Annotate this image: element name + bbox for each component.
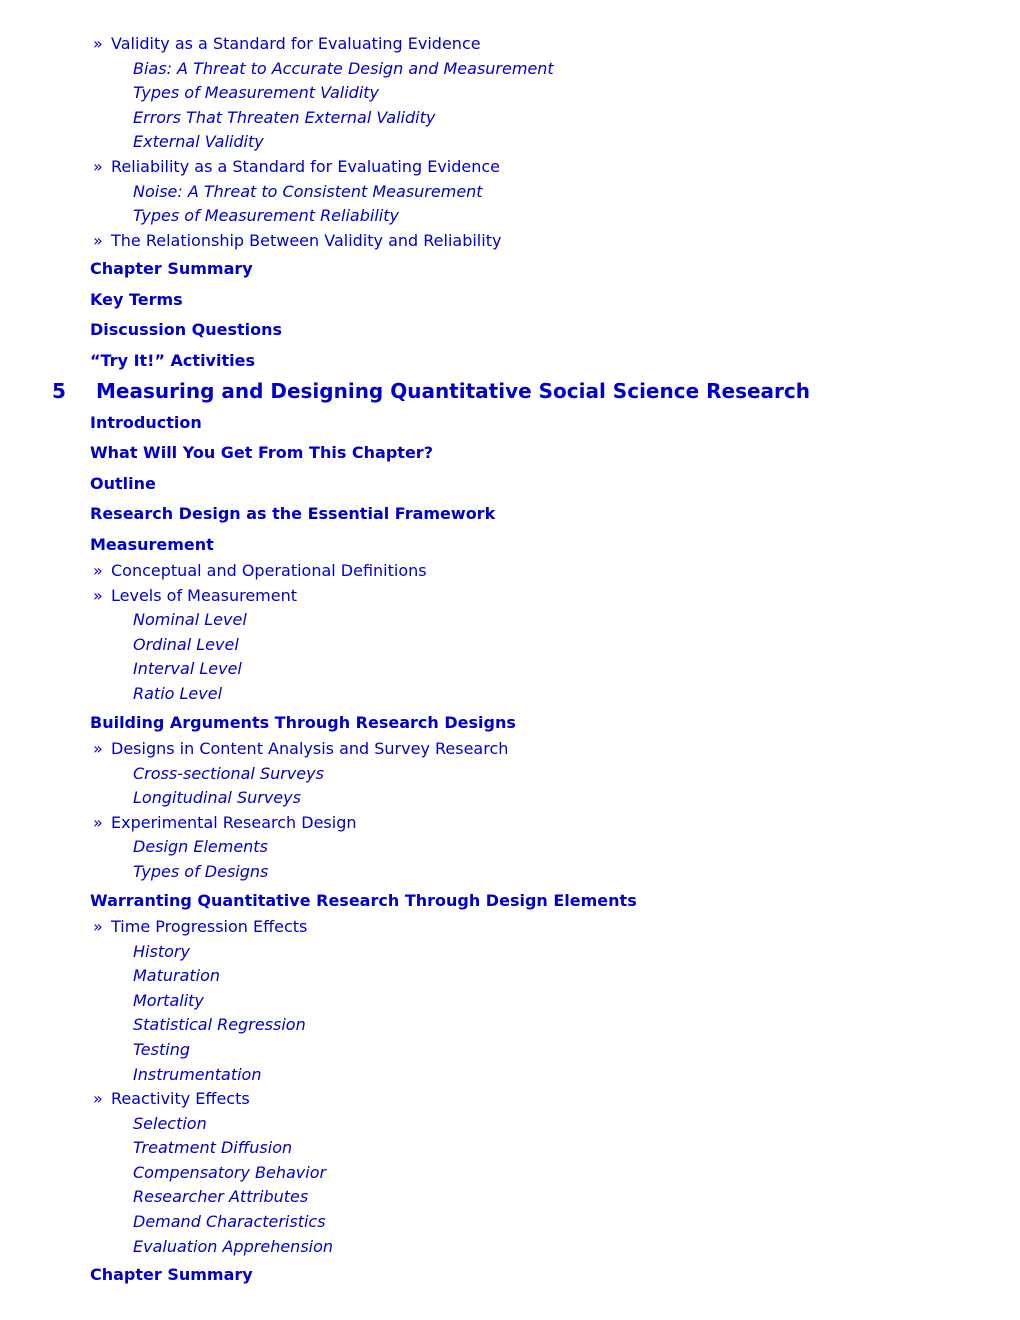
toc-subtopic-link[interactable] [133,180,1020,205]
chapter-5-heading[interactable] [52,375,1020,407]
entry-label: Researcher Attributes [133,1187,309,1207]
toc-subtopic-link[interactable] [133,1063,1020,1088]
toc-subtopic-link[interactable] [133,989,1020,1014]
toc-section-link[interactable] [90,1260,1020,1289]
entry-label: Warranting Quantitative Research Through Design Elements [90,890,637,910]
toc-section-link[interactable] [90,315,1020,344]
bullet-marker: » [93,812,103,832]
entry-label: Instrumentation [133,1064,262,1084]
toc-section-link[interactable] [90,499,1020,528]
entry-label: Design Elements [133,837,268,857]
table-of-contents [0,32,1020,1290]
toc-subsection-link[interactable] [93,1087,1020,1112]
toc-subtopic-link[interactable] [133,106,1020,131]
entry-label: Demand Characteristics [133,1212,326,1232]
chapter-number: 5 [52,378,66,403]
toc-subtopic-link[interactable] [133,1038,1020,1063]
toc-subsection-link[interactable] [93,32,1020,57]
toc-section-chapter-5 [0,408,1020,1290]
toc-subtopic-link[interactable] [133,835,1020,860]
toc-section-link[interactable] [90,346,1020,375]
toc-subtopic-link[interactable] [133,130,1020,155]
entry-label: External Validity [133,132,264,152]
toc-section-before-chapter [0,32,1020,375]
entry-label: What Will You Get From This Chapter? [90,443,433,463]
entry-label: Maturation [133,966,221,986]
toc-subtopic-link[interactable] [133,657,1020,682]
toc-subtopic-link[interactable] [133,940,1020,965]
bullet-marker: » [93,230,103,250]
toc-subtopic-link[interactable] [133,81,1020,106]
entry-label: Selection [133,1113,207,1133]
entry-label: Building Arguments Through Research Designs [90,712,516,732]
bullet-marker: » [93,738,103,758]
toc-subtopic-link[interactable] [133,860,1020,885]
entry-label: History [133,941,190,961]
entry-label: Errors That Threaten External Validity [133,107,436,127]
toc-subsection-link[interactable] [93,584,1020,609]
bullet-marker: » [93,156,103,176]
toc-subtopic-link[interactable] [133,1112,1020,1137]
bullet-marker: » [93,585,103,605]
toc-subtopic-link[interactable] [133,633,1020,658]
entry-label: Ratio Level [133,683,223,703]
entry-label: Chapter Summary [90,1265,253,1285]
entry-label: Reactivity Effects [111,1089,250,1109]
toc-section-link[interactable] [90,708,1020,737]
entry-label: Outline [90,473,156,493]
toc-subtopic-link[interactable] [133,786,1020,811]
entry-label: Designs in Content Analysis and Survey Research [111,738,509,758]
entry-label: Types of Measurement Validity [133,83,380,103]
entry-label: Conceptual and Operational Definitions [111,561,427,580]
entry-label: Discussion Questions [90,320,283,340]
entry-label: The Relationship Between Validity and Reliability [111,230,502,250]
toc-section-link[interactable] [90,530,1020,559]
entry-label: Introduction [90,412,202,432]
entry-label: Reliability as a Standard for Evaluating Evidence [111,156,501,176]
entry-label: Types of Designs [133,861,269,881]
entry-label: Key Terms [90,289,183,309]
toc-section-link[interactable] [90,408,1020,437]
entry-label: Treatment Diffusion [133,1138,293,1158]
toc-subtopic-link[interactable] [133,682,1020,707]
toc-subsection-link[interactable] [93,737,1020,762]
toc-subsection-link[interactable] [93,811,1020,836]
toc-subtopic-link[interactable] [133,204,1020,229]
entry-label: Experimental Research Design [111,812,357,832]
toc-subtopic-link[interactable] [133,1235,1020,1260]
toc-subtopic-link[interactable] [133,1185,1020,1210]
entry-label: Cross-sectional Surveys [133,763,324,783]
bullet-marker: » [93,916,103,936]
entry-label: Mortality [133,990,204,1010]
toc-subsection-link[interactable] [93,559,1020,584]
entry-label: Time Progression Effects [111,916,308,936]
entry-label: Testing [133,1039,190,1059]
toc-subtopic-link[interactable] [133,1136,1020,1161]
toc-subsection-link[interactable] [93,155,1020,180]
toc-subsection-link[interactable] [93,229,1020,254]
toc-subtopic-link[interactable] [133,57,1020,82]
entry-label: Statistical Regression [133,1015,306,1035]
entry-label: Nominal Level [133,610,247,630]
toc-subtopic-link[interactable] [133,762,1020,787]
entry-label: “Try It!” Activities [90,350,255,370]
chapter-title: Measuring and Designing Quantitative Social Science Research [96,378,810,403]
entry-label: Interval Level [133,659,242,679]
entry-label: Longitudinal Surveys [133,788,301,808]
entry-label: Measurement [90,534,214,554]
toc-section-link[interactable] [90,469,1020,498]
toc-subtopic-link[interactable] [133,964,1020,989]
toc-section-link[interactable] [90,285,1020,314]
entry-label: Compensatory Behavior [133,1162,327,1182]
entry-label: Validity as a Standard for Evaluating Evidence [111,34,481,53]
toc-subtopic-link[interactable] [133,1210,1020,1235]
toc-subsection-link[interactable] [93,915,1020,940]
toc-subtopic-link[interactable] [133,608,1020,633]
entry-label: Evaluation Apprehension [133,1236,334,1256]
entry-label: Chapter Summary [90,259,253,279]
entry-label: Levels of Measurement [111,585,298,605]
entry-label: Ordinal Level [133,634,239,654]
entry-label: Bias: A Threat to Accurate Design and Measurement [133,58,554,78]
toc-subtopic-link[interactable] [133,1013,1020,1038]
bullet-marker: » [93,1089,103,1109]
bullet-marker: » [93,561,103,580]
entry-label: Research Design as the Essential Framework [90,504,496,524]
toc-subtopic-link[interactable] [133,1161,1020,1186]
toc-section-link[interactable] [90,886,1020,915]
entry-label: Noise: A Threat to Consistent Measurement [133,181,483,201]
toc-section-link[interactable] [90,254,1020,283]
toc-section-link[interactable] [90,438,1020,467]
entry-label: Types of Measurement Reliability [133,206,399,226]
bullet-marker: » [93,34,103,53]
